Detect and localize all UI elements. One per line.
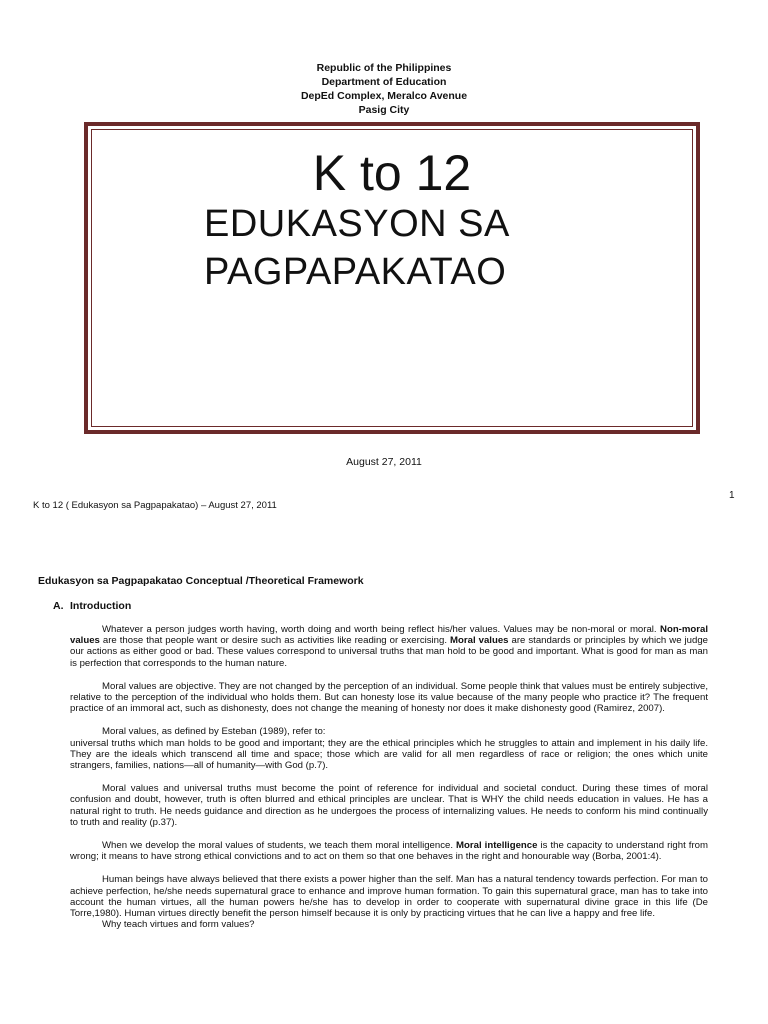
header-line-city: Pasig City: [358, 104, 410, 116]
paragraph-values: [70, 624, 708, 669]
document-date: August 27, 2011: [346, 456, 422, 468]
section-heading: [53, 600, 131, 612]
paragraph-text: Moral values and universal truths must become the point of reference for individual and societal conduct. During these times of moral confusion and doubt, however, truth is often blurred and ethical principles are unclear. That is WHY the child needs education in values. He has a natural right to truth. He needs guidance and direction as he undergoes the process of internalizing values. He needs to conform his mind continually to truth and reality (p.37).: [70, 783, 708, 828]
paragraph-objective: [70, 681, 708, 715]
framework-title: Edukasyon sa Pagpapakatao Conceptual /Theoretical Framework: [38, 575, 364, 587]
header-line-department: Department of Education: [321, 76, 447, 88]
body-text: [70, 624, 708, 942]
section-letter: A.: [53, 600, 64, 612]
paragraph-moral-intelligence: [70, 840, 708, 862]
paragraph-question: [70, 919, 708, 930]
paragraph-text: Moral values, as defined by Esteban (1989), refer to:: [102, 726, 326, 738]
paragraph-virtues: [70, 874, 708, 919]
paragraph-text: Human beings have always believed that there exists a power higher than the self. Man has a natural tendency towards perfection. For man to achieve perfection, he/she needs supernatural grace to enhance and improve human formation. To gain this supernatural grace, man has to take into account the human virtues, all the human powers he/she has to develop in order to cooperate with supernatural divine grace in this life (De Torre,1980). Human virtues directly benefit the person himself because it is only by practicing virtues that he can live a happy and free life.: [70, 874, 708, 920]
title-box: [84, 122, 700, 434]
subject-title: [204, 200, 624, 296]
block-quote: universal truths which man holds to be good and important; they are the ethical principles which he struggles to attain and implement in his daily life. They are the ideals which transcend all time and space; those which are valid for all men regardless of race or religion; the ones which unite strangers, families, nations—all of humanity—with God (p.7).: [70, 737, 708, 772]
agency-header: [0, 61, 768, 117]
page-number: 1: [729, 490, 735, 501]
header-line-republic: Republic of the Philippines: [316, 62, 452, 74]
term-moral-values: Moral values: [450, 635, 509, 647]
paragraph-universal-truths: [70, 783, 708, 828]
term-non-moral-values: Non-moral values: [70, 624, 708, 647]
header-line-address: DepEd Complex, Meralco Avenue: [300, 90, 468, 102]
section-title: Introduction: [70, 600, 132, 612]
paragraph-text: is the capacity to understand right from wrong; it means to have strong ethical convictions and to act on them so that one behaves in the right and honourable way (Borba, 2001:4).: [70, 840, 708, 863]
subject-title-line2: PAGPAPAKATAO: [204, 251, 507, 293]
subject-title-line1: EDUKASYON SA: [204, 203, 510, 245]
paragraph-text: Whatever a person judges worth having, worth doing and worth being reflect his/her values. Values may be non-moral or moral.: [102, 624, 661, 635]
running-header: K to 12 ( Edukasyon sa Pagpapakatao) – August 27, 2011: [33, 500, 277, 511]
paragraph-text: are standards or principles by which we judge our actions as either good or bad. These values correspond to universal truths that man hold to be good and important. What is good for man as man is perfection that corresponds to the human nature.: [70, 635, 709, 669]
paragraph-text: When we develop the moral values of students, we teach them moral intelligence.: [102, 840, 457, 852]
paragraph-text: Moral values are objective. They are not changed by the perception of an individual. Some people think that values must be entirely subjective, relative to the perception of the individual who holds them. But can honesty lose its value because of the many people who practice it? The frequent practice of an immoral act, such as dishonesty, does not change the meaning of honesty nor does it make dishonesty good (Ramirez, 2007).: [70, 680, 708, 715]
paragraph-text: are those that people want or desire such as activities like reading or exercising.: [99, 635, 451, 647]
curriculum-title: K to 12: [312, 145, 472, 201]
term-moral-intelligence: Moral intelligence: [456, 840, 538, 852]
paragraph-esteban-intro: [70, 726, 708, 737]
paragraph-text: Why teach virtues and form values?: [102, 919, 255, 931]
